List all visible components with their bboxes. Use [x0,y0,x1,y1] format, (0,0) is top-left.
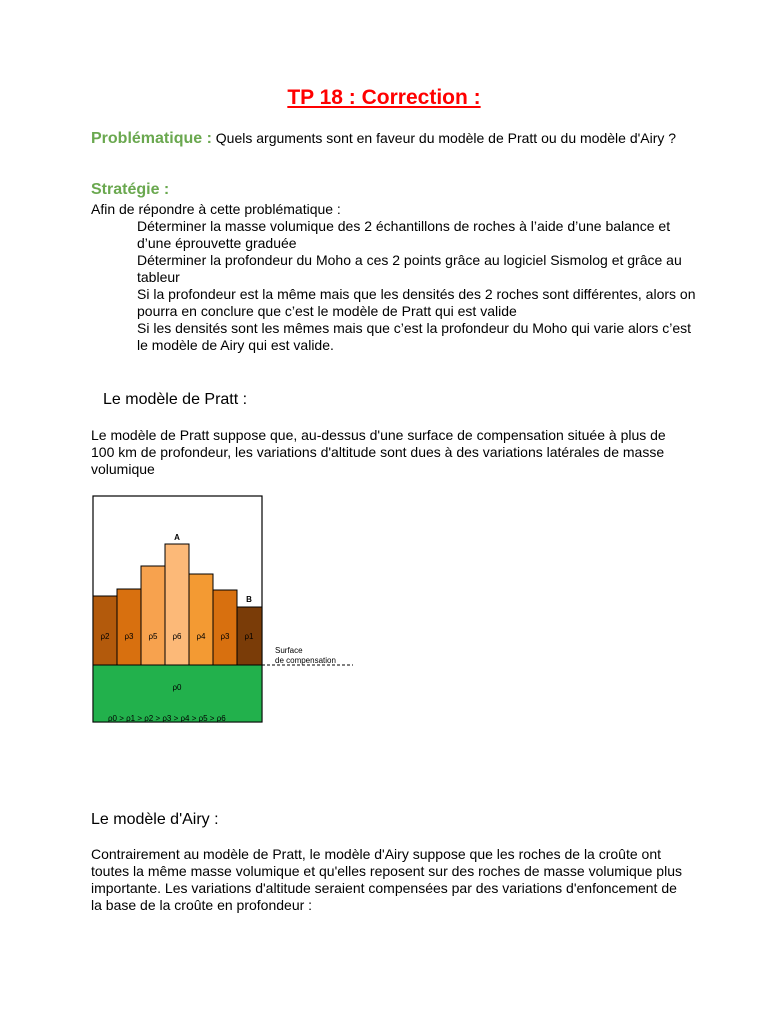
column-label: ρ4 [196,632,206,641]
problematique-text: Quels arguments sont en faveur du modèle de Pratt ou du modèle d'Airy ? [211,130,677,146]
strategie-step: Si la profondeur est la même mais que les densités des 2 roches sont différentes, alors on pourra en conclure que c’est le modèle de Pratt qui est valide [137,286,696,319]
surface-label: de compensation [275,656,336,665]
airy-paragraph: Contrairement au modèle de Pratt, le modèle d'Airy suppose que les roches de la croûte ont toutes la même masse volumique et qu'elles reposent sur des roches de masse volumique plus importante. Les variations d'altitude seraient compensées par des variations d'enfoncement de la base de la croûte en profondeur : [91,846,682,913]
problematique-label: Problématique : [91,130,212,147]
base-label: ρ0 [172,683,182,692]
density-order: ρ0 > ρ1 > ρ2 > ρ3 > ρ4 > ρ5 > ρ6 [108,714,226,723]
column-rho6 [165,544,189,665]
column-rho3 [117,589,141,665]
column-label: ρ3 [124,632,134,641]
page-title: TP 18 : Correction : [287,86,481,109]
column-label: ρ3 [220,632,230,641]
airy-heading: Le modèle d'Airy : [91,811,219,828]
strategie-steps [137,218,697,354]
strategie-intro: Afin de répondre à cette problématique : [91,201,341,217]
pratt-diagram [87,494,362,730]
column-rho3b [213,590,237,665]
pratt-paragraph: Le modèle de Pratt suppose que, au-dessus d'une surface de compensation située à plus de 100 km de profondeur, les variations d'altitude sont dues à des variations latérales de masse volumique [91,427,666,477]
point-b-label: B [246,595,252,604]
column-rho4 [189,574,213,665]
column-label: ρ2 [100,632,110,641]
pratt-heading: Le modèle de Pratt : [103,391,248,408]
problematique-paragraph [91,130,691,147]
column-label: ρ1 [244,632,254,641]
column-rho2 [93,596,117,665]
strategie-step: Déterminer la masse volumique des 2 échantillons de roches à l’aide d’une balance et d’une éprouvette graduée [137,218,671,251]
column-rho5 [141,566,165,665]
surface-label: Surface [275,646,303,655]
column-label: ρ6 [172,632,182,641]
point-a-label: A [174,533,180,542]
strategie-label: Stratégie : [91,181,170,198]
strategie-step: Déterminer la profondeur du Moho a ces 2 points grâce au logiciel Sismolog et grâce au tableur [137,252,682,285]
column-label: ρ5 [148,632,158,641]
strategie-step: Si les densités sont les mêmes mais que c’est la profondeur du Moho qui varie alors c’est le modèle de Airy qui est valide. [137,320,692,353]
